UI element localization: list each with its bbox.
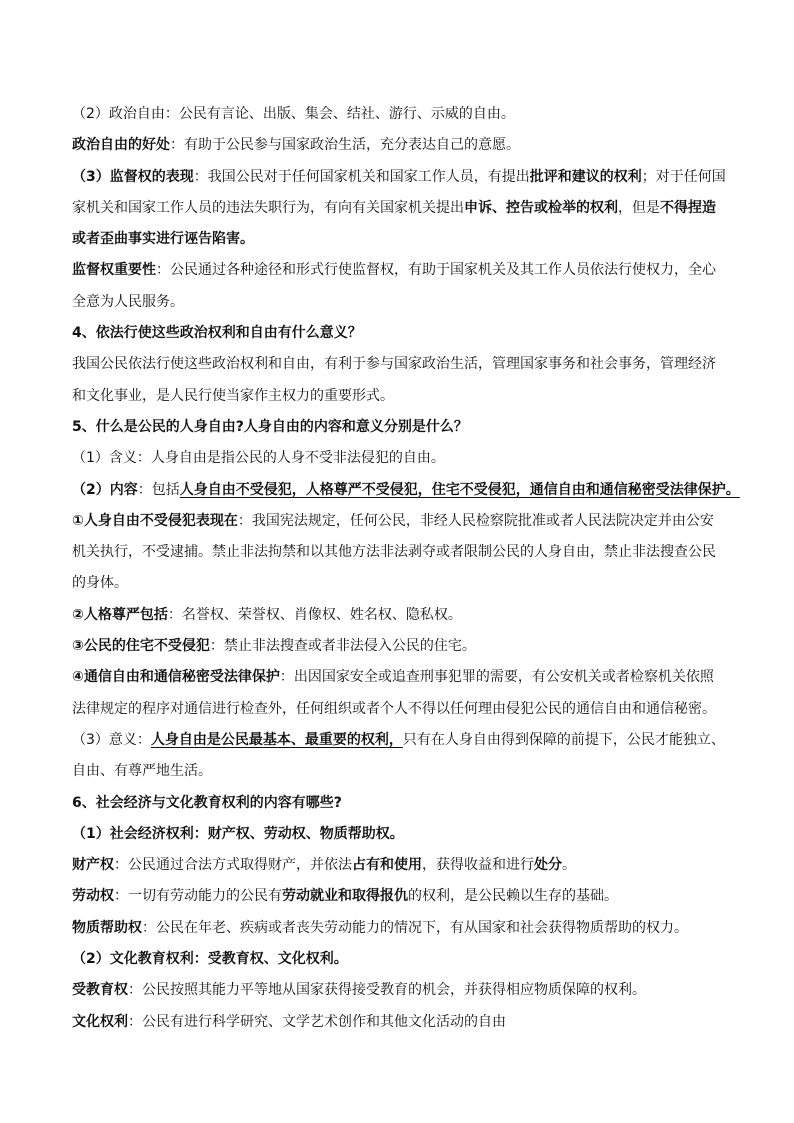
question-heading: 6、社会经济与文化教育权利的内容有哪些? <box>72 794 342 811</box>
term-label: （2）内容 <box>72 481 138 498</box>
emphasis-text: 批评和建议的权利 <box>529 168 642 185</box>
subheading: （1）社会经济权利：财产权、劳动权、物质帮助权。 <box>72 825 404 842</box>
text-line <box>72 381 732 412</box>
text-line <box>72 443 732 474</box>
term-label: 财产权 <box>72 857 114 874</box>
body-text: 只有在人身自由得到保障的前提下，公民才能独立、 <box>402 731 725 748</box>
emphasis-text: 处分 <box>534 857 562 874</box>
term-label: ③公民的住宅不受侵犯 <box>72 638 210 655</box>
body-text: 全意为人民服务。 <box>72 293 184 310</box>
underlined-emphasis: 人身自由是公民最基本、最重要的权利， <box>150 731 403 748</box>
text-line <box>72 756 732 787</box>
body-text: 法律规定的程序对通信进行检查外，任何组织或者个人不得以任何理由侵犯公民的通信自由和通信秘密。 <box>72 700 716 717</box>
political-freedom-text: （2）政治自由：公民有言论、出版、集会、结社、游行、示威的自由。 <box>72 106 515 122</box>
text-line <box>72 850 732 881</box>
body-text: ，但是 <box>618 199 660 216</box>
text-line <box>72 975 732 1006</box>
text-line <box>72 568 732 599</box>
underlined-emphasis: 人身自由不受侵犯，人格尊严不受侵犯，住宅不受侵犯，通信自由和通信秘密受法律保护。 <box>179 481 740 498</box>
text-line <box>72 600 732 631</box>
text-line <box>72 255 732 286</box>
emphasis-text: 劳动就业和取得报仇 <box>282 888 408 905</box>
term-label: 监督权重要性 <box>72 262 156 279</box>
body-text: ，获得收益和进行 <box>422 857 534 874</box>
term-label: 受教育权 <box>72 982 128 999</box>
text-line <box>72 506 732 537</box>
text-line <box>72 130 732 161</box>
body-text: ：公民有进行科学研究、文学艺术创作和其他文化活动的自由 <box>128 1013 506 1030</box>
body-text: 的权利，是公民赖以生存的基础。 <box>408 888 618 905</box>
body-text: ：公民通过各种途径和形式行使监督权，有助于国家机关及其工作人员依法行使权力，全心 <box>156 262 716 279</box>
emphasis-text: 申诉、控告或检举的权利 <box>464 199 618 216</box>
text-line <box>72 913 732 944</box>
text-line <box>72 349 732 380</box>
term-label: 劳动权 <box>72 888 114 905</box>
body-text: ；对于任何国 <box>641 168 726 185</box>
body-text: ：一切有劳动能力的公民有 <box>114 888 282 905</box>
body-text: ：禁止非法搜查或者非法侵入公民的住宅。 <box>209 638 476 655</box>
term-label: 政治自由的好处 <box>72 137 170 154</box>
body-text: ：我国公民对于任何国家机关和国家工作人员，有提出 <box>193 168 530 185</box>
text-line <box>72 694 732 725</box>
item-label: （3）意义： <box>72 731 151 748</box>
body-text: （1）含义：人身自由是指公民的人身不受非法侵犯的自由。 <box>72 450 445 467</box>
body-text: ：我国宪法规定，任何公民，非经人民检察院批准或者人民法院决定并由公安 <box>237 512 714 529</box>
term-label: ②人格尊严包括 <box>72 606 168 623</box>
body-text: 和文化事业，是人民行使当家作主权力的重要形式。 <box>72 387 394 404</box>
text-line <box>72 881 732 912</box>
term-label: 物质帮助权 <box>72 919 142 936</box>
question-heading: 4、依法行使这些政治权利和自由有什么意义？ <box>72 325 362 342</box>
body-text: 机关执行，不受逮捕。禁止非法拘禁和以其他方法非法剥夺或者限制公民的人身自由，禁止非法搜查公民 <box>72 544 716 561</box>
emphasis-text: 不得捏造 <box>660 199 716 216</box>
emphasis-text: 占有和使用 <box>352 857 422 874</box>
question-heading: 5、什么是公民的人身自由?人身自由的内容和意义分别是什么？ <box>72 418 468 435</box>
body-text: 我国公民依法行使这些政治权利和自由，有利于参与国家政治生活，管理国家事务和社会事务，管理经济 <box>72 356 716 373</box>
body-text: ：出因国家安全或追查刑事犯罪的需要，有公安机关或者检察机关依照 <box>279 669 714 686</box>
text-line <box>72 537 732 568</box>
term-label: 监督权的表现 <box>109 168 194 185</box>
body-text: ：有助于公民参与国家政治生活，充分表达自己的意愿。 <box>170 137 520 154</box>
text-line <box>72 99 732 130</box>
document-body <box>72 99 740 1038</box>
body-text: ：包括 <box>137 481 180 498</box>
body-text: 家机关和国家工作人员的违法失职行为，有向有关国家机关提出 <box>72 199 464 216</box>
body-text: ：公民按照其能力平等地从国家获得接受教育的机会，并获得相应物质保障的权利。 <box>128 982 646 999</box>
text-line <box>72 193 732 224</box>
emphasis-text: 或者歪曲事实进行诬告陷害。 <box>72 231 254 248</box>
term-label: ①人身自由不受侵犯表现在 <box>72 512 238 529</box>
body-text: 。 <box>562 857 576 874</box>
body-text: 自由、有尊严地生活。 <box>72 763 212 780</box>
body-text: ：公民通过合法方式取得财产，并依法 <box>114 857 352 874</box>
term-label: 文化权利 <box>72 1013 128 1030</box>
text-line <box>72 662 732 693</box>
body-text: ：名誉权、荣誉权、肖像权、姓名权、隐私权。 <box>167 606 462 623</box>
text-line <box>72 1007 732 1038</box>
subheading: （2）文化教育权利：受教育权、文化权利。 <box>72 951 348 968</box>
text-line <box>72 475 740 506</box>
text-line <box>72 725 732 756</box>
text-line <box>72 631 732 662</box>
term-label: ④通信自由和通信秘密受法律保护 <box>72 669 280 686</box>
text-line <box>72 162 732 193</box>
text-line <box>72 224 732 255</box>
body-text: 的身体。 <box>72 575 128 592</box>
text-line <box>72 287 732 318</box>
body-text: ：公民在年老、疾病或者丧失劳动能力的情况下，有从国家和社会获得物质帮助的权力。 <box>142 919 688 936</box>
item-number: （3） <box>72 168 110 185</box>
